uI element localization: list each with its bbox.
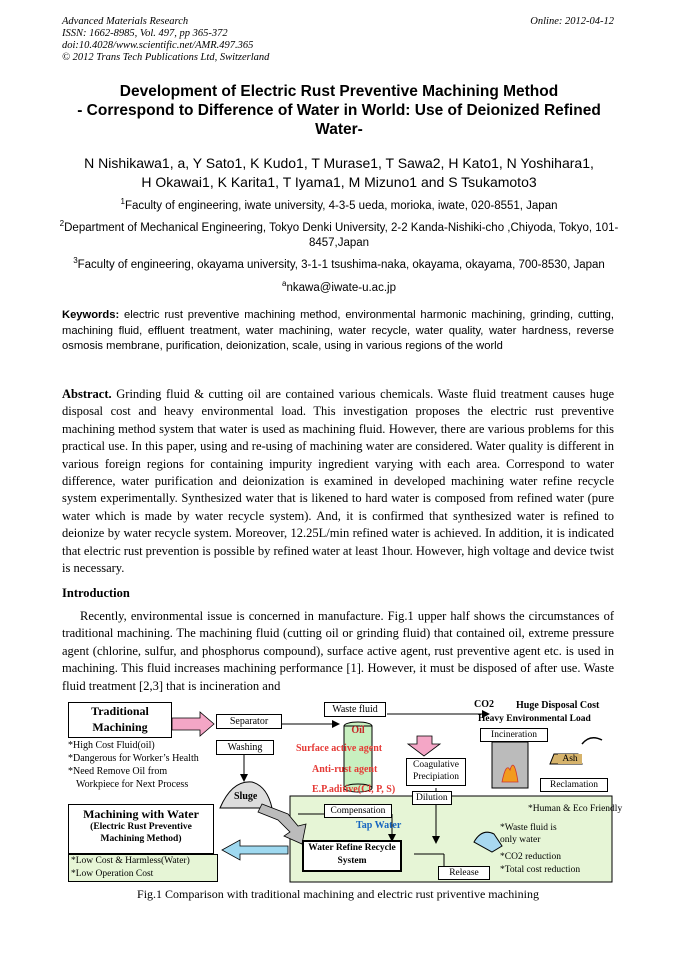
affiliation-2: $^2$Department of Mechanical Engineering, Tokyo Denki University, 2-2 Kanda-Nishiki-cho ,Chiyoda, Tokyo, 101-8457,Japan — [59, 219, 619, 249]
abstract-text: Grinding fluid & cutting oil are contained various chemicals. Waste fluid treatment causes huge disposal cost and heavy environmental load. This investigation proposes the electric rust preventive machining method system that water is used as machining fluid. However, there are various problems for this practical use. In this paper, using and re-using of machining water are considered. Water quality is different in various foreign regions for containing impurity ingredient varying with each area. Correspond to water difference, water purification and deionization is examined in developed machining water refine recycle system experimentally. Synthesized water that is likened to hard water is composed from refined water (pure water which is made by water recycle system). And, it is confirmed that synthesized water is refined to deionize by water recycle system. Moreover, 12.25L/min refined water is achieved. In addition, it is indicated that electric rust prevention is possible by refined water at least 1hour. However, high voltage and device twist is necessary. — [62, 387, 614, 576]
keywords-label: Keywords: — [62, 309, 120, 321]
introduction-text: Recently, environmental issue is concerned in manufacture. Fig.1 upper half shows the circumstances of traditional machining. The machining fluid (cutting oil or grinding fluid) that contained oil, extreme pressure agent (chlorine, sulfur, and phosphorus compound), surface active agent, rust preventive agent etc. is used in machining. This fluid increases machining performance [1]. However, it must be disposed of after use. Waste fluid treatment [2,3] that is incineration and — [62, 609, 614, 693]
abstract-label: Abstract. — [62, 387, 112, 401]
traditional-machining-box: Traditional Machining — [68, 702, 172, 738]
journal-header — [62, 16, 269, 64]
trad-note-1: *High Cost Fluid(oil) — [68, 740, 155, 751]
incineration-box: Incineration — [480, 728, 548, 742]
oil-label: Oil — [351, 725, 365, 736]
eco-note-3: *CO2 reduction — [500, 852, 561, 862]
trad-note-2: *Dangerous for Worker’s Health — [68, 753, 199, 764]
journal-name: Advanced Materials Research — [62, 16, 189, 27]
tap-water-label: Tap Water — [356, 820, 402, 831]
sluge-label: Sluge — [234, 791, 258, 802]
surface-active-label: Surface active agent — [296, 743, 383, 754]
affiliation-1: $^1$Faculty of engineering, iwate university, 4-3-5 ueda, morioka, iwate, 020-8551, Japan — [120, 197, 558, 212]
heavy-load-label: Heavy Environmental Load — [478, 714, 591, 724]
co2-label: CO2 — [474, 699, 494, 710]
waste-fluid-box: Waste fluid — [324, 702, 386, 717]
author-list — [40, 154, 638, 192]
coagulative-box: Coagulative Precipiation — [406, 758, 466, 786]
dilution-label: Dilution — [412, 791, 452, 805]
separator-box: Separator — [216, 714, 282, 729]
section-heading: Introduction — [62, 586, 130, 600]
ash-label: Ash — [558, 754, 582, 764]
eco-note-4: *Total cost reduction — [500, 865, 581, 875]
affiliation-3: $^3$Faculty of engineering, okayama university, 3-1-1 tsushima-naka, okayama, okayama, 700-8530, Japan — [73, 256, 605, 271]
figure-1 — [62, 696, 623, 884]
compensation-box: Compensation — [324, 804, 392, 818]
ep-additive-label: E.P.aditive(Cl, P, S) — [312, 784, 396, 795]
anti-rust-label: Anti-rust agent — [312, 764, 378, 775]
water-benefits-box: *Low Cost & Harmless(Water) *Low Operation Cost — [68, 854, 218, 882]
pink-arrow-icon — [172, 712, 214, 736]
eco-note-1: *Human & Eco Friendly — [528, 804, 623, 814]
authors-line-2: H Okawai1, K Karita1, T Iyama1, M Mizuno1 and S Tsukamoto3 — [141, 174, 537, 190]
abstract — [62, 386, 614, 577]
refine-system-box: Water Refine Recycle System — [302, 840, 402, 872]
figure-caption: Fig.1 Comparison with traditional machining and electric rust priventive machining — [137, 887, 539, 901]
copyright: © 2012 Trans Tech Publications Ltd, Switzerland — [62, 52, 270, 63]
authors-line-1: N Nishikawa1, a, Y Sato1, K Kudo1, T Murase1, T Sawa2, H Kato1, N Yoshihara1, — [84, 155, 594, 171]
reclamation-box: Reclamation — [540, 778, 608, 792]
trad-note-3: *Need Remove Oil from — [68, 766, 168, 777]
paper-title: Development of Electric Rust Preventive Machining Method - Correspond to Difference of Water in World: Use of Deionized Refined Water- — [77, 83, 601, 138]
washing-box: Washing — [216, 740, 274, 755]
pink-down-arrow-icon — [408, 736, 440, 756]
keywords-text: electric rust preventive machining method, environmental harmonic machining, grinding, cutting, machining fluid, effluent treatment, water machining, water recycle, water quality, water hardness, reverse osmosis membrane, purification, deionization, scale, using in various regions of the world — [62, 309, 615, 352]
water-machining-box: Machining with Water (Electric Rust Preventive Machining Method) — [68, 804, 214, 854]
keywords — [62, 308, 614, 355]
issn: ISSN: 1662-8985, Vol. 497, pp 365-372 — [62, 28, 228, 39]
huge-cost-label: Huge Disposal Cost — [516, 700, 600, 711]
doi: doi:10.4028/www.scientific.net/AMR.497.365 — [62, 40, 254, 51]
trad-note-4: Workpiece for Next Process — [76, 779, 189, 790]
blue-arrow-icon — [222, 840, 288, 860]
release-box: Release — [438, 866, 490, 880]
email: $^a$nkawa@iwate-u.ac.jp — [282, 279, 396, 294]
online-date: Online: 2012-04-12 — [530, 16, 614, 27]
eco-note-2: *Waste fluid is only water — [500, 823, 557, 845]
